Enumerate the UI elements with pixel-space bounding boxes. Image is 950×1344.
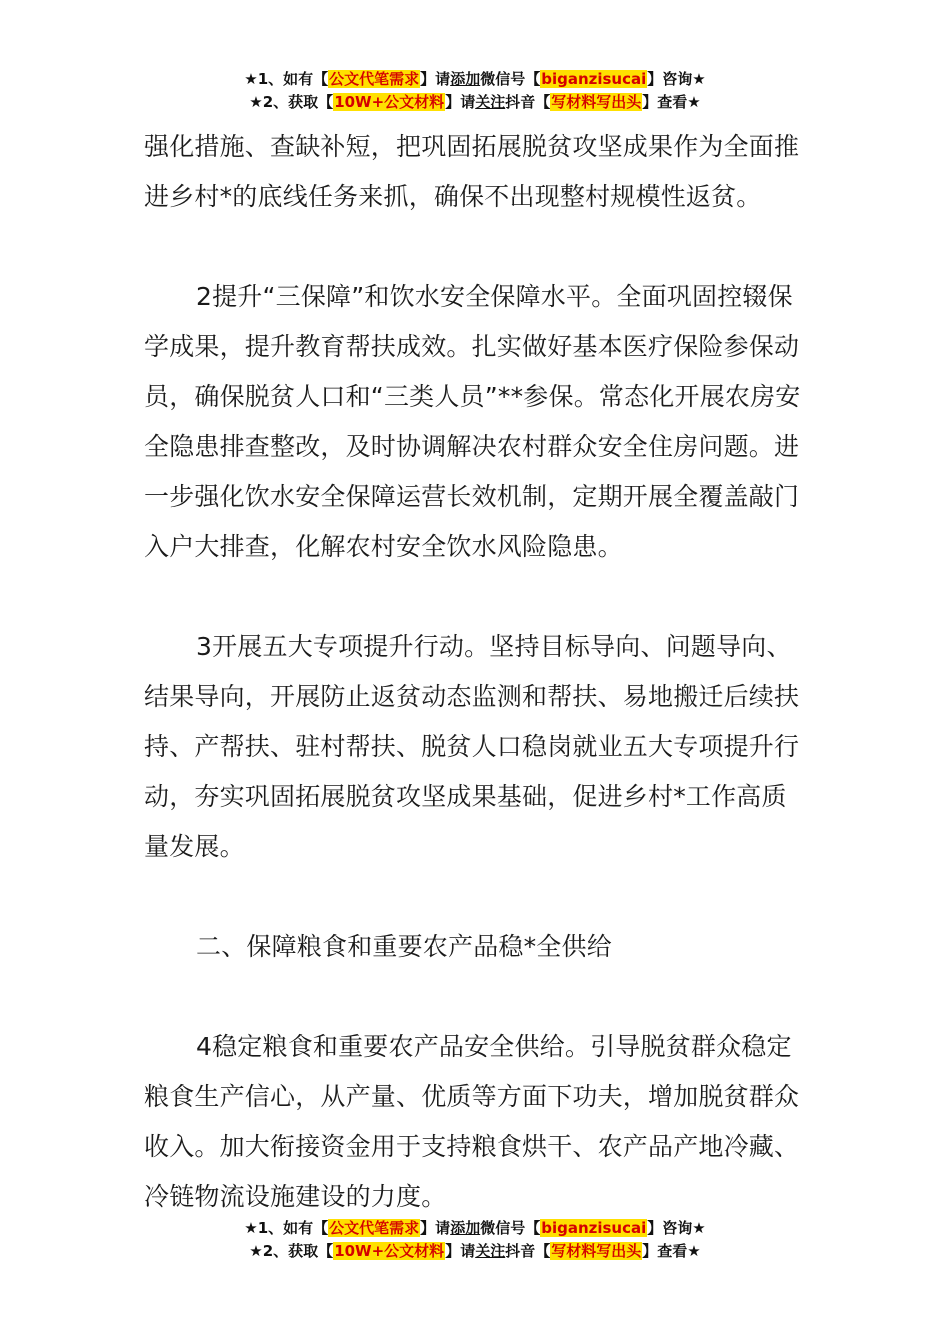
- paragraph-continued: 强化措施、查缺补短，把巩固拓展脱贫攻坚成果作为全面推进乡村*的底线任务来抓，确保不出现整村规模性返贫。: [144, 132, 800, 211]
- promo-underlined-text: 关注: [475, 93, 506, 111]
- promo-highlight: 公文代笔需求: [329, 1219, 420, 1237]
- promo-douyin-account: 写材料写出头: [551, 93, 642, 111]
- promo-text: 抖音【: [505, 93, 551, 111]
- promo-highlight: 10W+公文材料: [334, 93, 445, 111]
- promo-text: 】请: [420, 1219, 451, 1237]
- promo-wechat-id: biganzisucai: [541, 1219, 647, 1237]
- promo-text: 】请: [445, 1242, 476, 1260]
- promo-underlined-text: 关注: [475, 1242, 506, 1260]
- paragraph-spacer: [144, 222, 810, 272]
- paragraph-item-4: 4稳定粮食和重要农产品安全供给。引导脱贫群众稳定粮食生产信心，从产量、优质等方面下功夫，增加脱贫群众收入。加大衔接资金用于支持粮食烘干、农产品产地冷藏、冷链物流设施建设的力度。: [144, 1032, 800, 1211]
- promo-text: 】查看★: [642, 1242, 701, 1260]
- promo-text: 微信号【: [480, 70, 541, 88]
- section-heading: 二、保障粮食和重要农产品稳*全供给: [196, 932, 612, 961]
- top-promo-banner: [0, 68, 950, 114]
- bottom-promo-banner: [0, 1217, 950, 1263]
- promo-highlight: 10W+公文材料: [334, 1242, 445, 1260]
- promo-line-2: [0, 1240, 950, 1263]
- promo-underlined-text: 添加: [450, 1219, 481, 1237]
- promo-highlight: 公文代笔需求: [329, 70, 420, 88]
- promo-text: 微信号【: [480, 1219, 541, 1237]
- paragraph-item-2: 2提升“三保障”和饮水安全保障水平。全面巩固控辍保学成果，提升教育帮扶成效。扎实做好基本医疗保险参保动员，确保脱贫人口和“三类人员”**参保。常态化开展农房安全隐患排查整改，及时协调解决农村群众安全住房问题。进一步强化饮水安全保障运营长效机制，定期开展全覆盖敲门入户大排查，化解农村安全饮水风险隐患。: [144, 282, 801, 561]
- promo-text: ★1、如有【: [244, 70, 329, 88]
- promo-line-2: [0, 91, 950, 114]
- paragraph-item-3: 3开展五大专项提升行动。坚持目标导向、问题导向、结果导向，开展防止返贫动态监测和帮扶、易地搬迁后续扶持、产帮扶、驻村帮扶、脱贫人口稳岗就业五大专项提升行动，夯实巩固拓展脱贫攻坚成果基础，促进乡村*工作高质量发展。: [144, 632, 800, 861]
- promo-text: 】查看★: [642, 93, 701, 111]
- paragraph-spacer: [144, 572, 810, 622]
- promo-text: 】咨询★: [647, 1219, 706, 1237]
- promo-line-1: [0, 1217, 950, 1240]
- promo-text: 】请: [445, 93, 476, 111]
- promo-douyin-account: 写材料写出头: [551, 1242, 642, 1260]
- promo-text: ★2、获取【: [249, 93, 334, 111]
- promo-line-1: [0, 68, 950, 91]
- document-body: [144, 122, 810, 1222]
- promo-underlined-text: 添加: [450, 70, 481, 88]
- promo-text: ★2、获取【: [249, 1242, 334, 1260]
- promo-text: 】请: [420, 70, 451, 88]
- promo-text: ★1、如有【: [244, 1219, 329, 1237]
- promo-text: 】咨询★: [647, 70, 706, 88]
- paragraph-spacer: [144, 872, 810, 922]
- promo-wechat-id: biganzisucai: [541, 70, 647, 88]
- promo-text: 抖音【: [505, 1242, 551, 1260]
- paragraph-spacer: [144, 972, 810, 1022]
